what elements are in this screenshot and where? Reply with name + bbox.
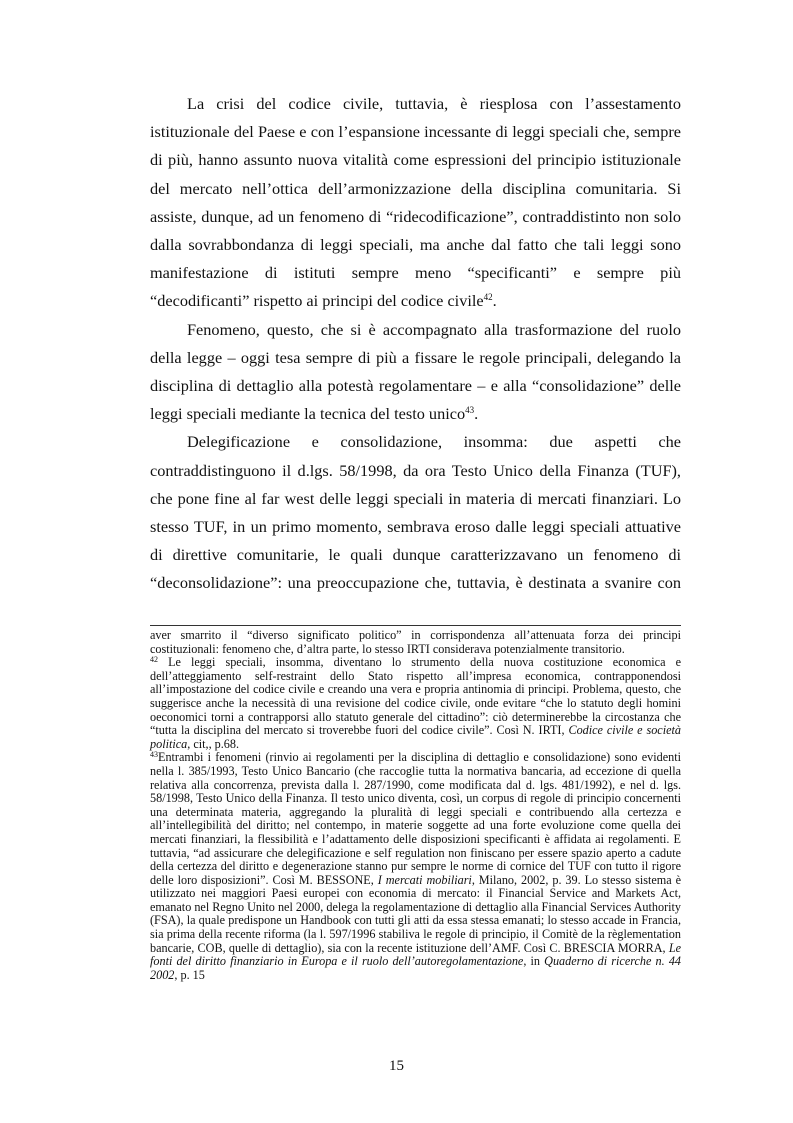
footnote-43-middle-1: , Milano, 2002, p. 39. Lo stesso sistema è utilizzato nei maggiori Paesi europei con economia di mercato: il Financial Service and Markets Act, emanato nel Regno Unito nel 2000, delega la regolamentazione di dettaglio alla Financial Services Authority (FSA), la quale predispone un Handbook con tutti gli atti da essa stessa emanati; lo stesso accade in Francia, sia prima della recente riforma (la l. 597/1996 stabiliva le regole di principio, il Comitè de la règlementation bancarie, COB, quelle di dettaglio), sia con la recente istituzione dell’AMF. Così C. BRESCIA MORRA, bbox=[150, 872, 682, 955]
paragraph-2-text: Fenomeno, questo, che si è accompagnato alla trasformazione del ruolo della legge – oggi tesa sempre di più a fissare le regole principali, delegando la disciplina di dettaglio alla potestà regolamentare – e alla “consolidazione” delle leggi speciali mediante la tecnica del testo unico bbox=[150, 319, 681, 424]
footnote-43-title-2: Le fonti del diritto finanziario in Europa e il ruolo dell’autoregolamentazione bbox=[150, 940, 681, 969]
paragraph-1-text: La crisi del codice civile, tuttavia, è riesplosa con l’assestamento istituzionale del Paese e con l’espansione incessante di leggi speciali che, sempre di più, hanno assunto nuova vitalità come espressioni del principio istituzionale del mercato nell’ottica dell’armonizzazione della disciplina comunitaria. Si assiste, dunque, ad un fenomeno di “ridecodificazione”, contraddistinto non solo dalla sovrabbondanza di leggi speciali, ma anche dal fatto che tali leggi sono manifestazione di istituti sempre meno “specificanti” e sempre più “decodificanti” rispetto ai principi del codice civile bbox=[150, 94, 681, 311]
footnote-separator bbox=[150, 625, 681, 626]
main-text bbox=[150, 90, 681, 598]
paragraph-2 bbox=[150, 316, 681, 429]
footnote-42-tail: , cit,, p.68. bbox=[187, 736, 240, 751]
footnote-43-title-1: I mercati mobiliari bbox=[377, 872, 472, 887]
paragraph-3 bbox=[150, 428, 681, 597]
footnote-42 bbox=[150, 656, 681, 751]
footnote-43-text: Entrambi i fenomeni (rinvio ai regolamenti per la disciplina di dettaglio e consolidazione) sono evidenti nella l. 385/1993, Testo Unico Bancario (che raccoglie tutta la normativa bancaria, ad eccezione di quella relativa alla concorrenza, prevista dalla l. 287/1990, come modificata dal d. lgs. 481/1992), e nel d. lgs. 58/1998, Testo Unico della Finanza. Il testo unico diventa, così, un corpus di regole di principio concernenti una determinata materia, aggregando la pluralità di leggi speciali e contribuendo alla certezza e all’intellegibilità del diritto; nel contempo, in materie soggette ad una forte evoluzione come quella dei mercati finanziari, la flessibilità e l’adattamento delle disposizioni specificanti è affidata ai regolamenti. E tuttavia, “ad assicurare che delegificazione e self regulation non finiscano per essere spazio aperto a cadute della certezza del diritto e degenerazione stanno pur sempre le norme di cornice del TUF con tutto il rigore delle loro disposizioni”. Così M. BESSONE, bbox=[150, 750, 681, 887]
footnote-continuation-text: aver smarrito il “diverso significato politico” in corrispondenza all’attenuata forza dei principi costituzionali: fenomeno che, d’altra parte, lo stesso IRTI considerava potenzialmente transitorio. bbox=[150, 628, 681, 656]
footnote-ref-42[interactable]: 42 bbox=[483, 292, 493, 303]
footnote-43-tail: , p. 15 bbox=[174, 967, 205, 982]
footnote-continuation bbox=[150, 629, 681, 656]
paragraph-1 bbox=[150, 90, 681, 316]
footnote-43-title-3: Quaderno di ricerche n. 44 2002 bbox=[150, 954, 682, 982]
footnote-number-43: 43 bbox=[150, 750, 158, 760]
footnote-42-text: Le leggi speciali, insomma, diventano lo strumento della nuova costituzione economica e dell’atteggiamento self-restraint dello Stato rispetto all’impresa economica, contrapponendosi all’impostazione del codice civile e creando una vera e propria antinomia di principi. Problema, questo, che suggerisce anche la necessità di una revisione del codice civile, onde evitare “che lo statuto degli homini oeconomici torni a contrapporsi allo statuto generale del cittadino”: ciò determinerebbe la circostanza che “tutta la disciplina del mercato si troverebbe fuori del codice civile”. Così N. IRTI, bbox=[150, 655, 681, 738]
footnote-number-42: 42 bbox=[150, 655, 158, 665]
paragraph-2-end: . bbox=[474, 404, 479, 424]
paragraph-3-text: Delegificazione e consolidazione, insomma: due aspetti che contraddistinguono il d.lgs. 58/1998, da ora Testo Unico della Finanza (TUF), che pone fine al far west delle leggi speciali in materia di mercati finanziari. Lo stesso TUF, in un primo momento, sembrava eroso dalle leggi speciali attuative di direttive comunitarie, le quali dunque caratterizzavano un fenomeno di “deconsolidazione”: una preoccupazione che, tuttavia, è destinata a svanire con bbox=[150, 432, 681, 593]
footnote-43-middle-2: , in bbox=[523, 954, 545, 969]
paragraph-1-end: . bbox=[492, 291, 497, 311]
footnote-ref-43[interactable]: 43 bbox=[465, 405, 475, 416]
page-number: 15 bbox=[389, 1058, 404, 1074]
footnote-42-title: Codice civile e società politica bbox=[150, 723, 681, 751]
footnote-43 bbox=[150, 751, 681, 982]
footnotes bbox=[150, 629, 681, 982]
